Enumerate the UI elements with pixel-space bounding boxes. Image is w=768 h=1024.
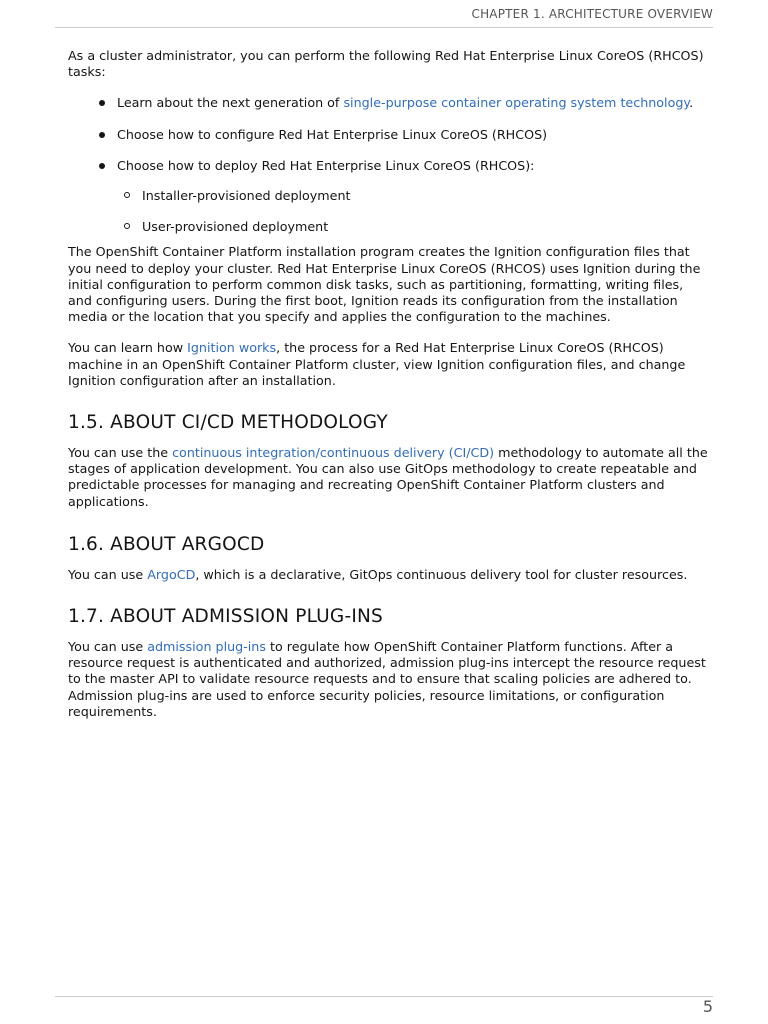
admission-plugins-link[interactable]: admission plug-ins <box>147 639 266 655</box>
cicd-suffix: methodology to automate all the stages of application development. You can also use GitOps methodology to create repeatable and predictable processes for managing and recreating OpenShift Container Platform clusters and applications. <box>68 445 708 509</box>
argocd-suffix: , which is a declarative, GitOps continuous delivery tool for cluster resources. <box>195 566 688 582</box>
section-heading-argocd: 1.6. ABOUT ARGOCD <box>68 533 265 555</box>
footer-divider <box>55 996 713 997</box>
running-header: CHAPTER 1. ARCHITECTURE OVERVIEW <box>471 7 713 21</box>
section-heading-cicd: 1.5. ABOUT CI/CD METHODOLOGY <box>68 412 388 434</box>
task-3-text: Choose how to deploy Red Hat Enterprise Linux CoreOS (RHCOS): <box>117 157 535 173</box>
argocd-paragraph <box>68 567 708 583</box>
section-heading-admission-plugins: 1.7. ABOUT ADMISSION PLUG-INS <box>68 606 383 628</box>
intro-paragraph: As a cluster administrator, you can perform the following Red Hat Enterprise Linux CoreOS (RHCOS) tasks: <box>68 48 704 80</box>
list-item <box>68 127 708 143</box>
ignition-paragraph: The OpenShift Container Platform installation program creates the Ignition configuration files that you need to deploy your cluster. Red Hat Enterprise Linux CoreOS (RHCOS) uses Ignition during the initial configuration to perform common disk tasks, such as partitioning, formatting, writing files, and configuring users. During the first boot, Ignition reads its configuration from the installation media or the location that you specify and applies the configuration to the machines. <box>68 244 701 325</box>
rhcos-task-list <box>68 95 708 235</box>
page-number: 5 <box>702 997 713 1016</box>
task-1-prefix: Learn about the next generation of <box>117 95 344 111</box>
sub-item-installer-provisioned: Installer-provisioned deployment <box>142 188 351 204</box>
argocd-prefix: You can use <box>68 566 148 582</box>
ignition-works-link[interactable]: Ignition works <box>187 340 277 356</box>
deployment-sublist <box>117 188 708 235</box>
learn-suffix: , the process for a Red Hat Enterprise Linux CoreOS (RHCOS) machine in an OpenShift Container Platform cluster, view Ignition configuration files, and change Ignition configuration after an installation. <box>68 340 686 388</box>
list-item <box>68 95 708 111</box>
cicd-link[interactable]: continuous integration/continuous delivery (CI/CD) <box>172 445 495 461</box>
task-2-text: Choose how to configure Red Hat Enterprise Linux CoreOS (RHCOS) <box>117 126 548 142</box>
header-divider <box>55 27 713 28</box>
admission-paragraph <box>68 639 708 720</box>
cicd-paragraph <box>68 445 708 510</box>
cicd-prefix: You can use the <box>68 445 173 461</box>
list-item <box>117 219 708 235</box>
admission-prefix: You can use <box>68 639 148 655</box>
list-item <box>68 158 708 236</box>
sub-item-user-provisioned: User-provisioned deployment <box>142 219 329 235</box>
list-item <box>117 188 708 204</box>
page-content <box>68 48 708 720</box>
admission-suffix: to regulate how OpenShift Container Platform functions. After a resource request is authenticated and authorized, admission plug-ins intercept the resource request to the master API to validate resource requests and to ensure that scaling policies are adhered to. Admission plug-ins are used to enforce security policies, resource limitations, or configuration requirements. <box>68 639 706 719</box>
container-os-technology-link[interactable]: single-purpose container operating system technology <box>343 95 690 111</box>
learn-prefix: You can learn how <box>68 340 188 356</box>
argocd-link[interactable]: ArgoCD <box>147 566 196 582</box>
learn-ignition-paragraph <box>68 340 708 389</box>
task-1-suffix: . <box>689 95 694 111</box>
